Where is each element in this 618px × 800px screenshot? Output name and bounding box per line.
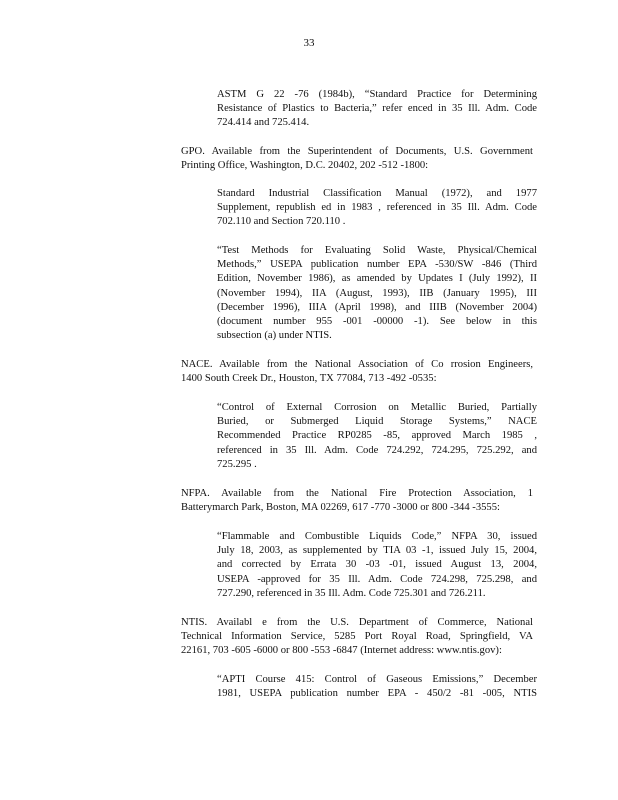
text-line: Printing Office, Washington, D.C. 20402, 202 -512 -1800:	[181, 160, 429, 172]
page-number: 33	[303, 37, 315, 49]
source-nfpa	[181, 487, 533, 515]
text-line: subsection (a) under NTIS.	[217, 330, 332, 342]
text-line: Supplement, republish ed in 1983 , referenced in 35 Ill. Adm. Code	[217, 202, 537, 214]
text-line: ASTM G 22 -76 (1984b), “Standard Practice for Determining	[217, 89, 537, 100]
text-line: 725.295 .	[217, 458, 257, 470]
text-line: (document number 955 -001 -00000 -1). See below in this	[217, 315, 537, 327]
reference-apti-415	[217, 673, 537, 701]
text-line: Methods,” USEPA publication number EPA -530/SW -846 (Third	[217, 259, 537, 271]
text-line: USEPA -approved for 35 Ill. Adm. Code 724.298, 725.298, and	[217, 573, 537, 585]
text-line: “Flammable and Combustible Liquids Code,” NFPA 30, issued	[217, 531, 537, 542]
text-line: Standard Industrial Classification Manual (1972), and 1977	[217, 188, 537, 199]
text-line: (November 1994), IIA (August, 1993), IIB (January 1995), III	[217, 287, 537, 299]
text-line: Recommended Practice RP0285 -85, approved March 1985 ,	[217, 430, 537, 442]
text-line: NACE. Available from the National Association of Co rrosion Engineers,	[181, 359, 533, 370]
text-line: 702.110 and Section 720.110 .	[217, 216, 346, 228]
source-ntis	[181, 616, 533, 659]
text-line: 727.290, referenced in 35 Ill. Adm. Code 725.301 and 726.211.	[217, 587, 486, 599]
text-line: 724.414 and 725.414.	[217, 117, 310, 129]
text-line: “APTI Course 415: Control of Gaseous Emissions,” December	[217, 674, 537, 685]
text-line: Buried, or Submerged Liquid Storage Systems,” NACE	[217, 416, 537, 428]
reference-nfpa-30	[217, 530, 537, 601]
text-line: Resistance of Plastics to Bacteria,” refer enced in 35 Ill. Adm. Code	[217, 103, 537, 115]
text-line: Batterymarch Park, Boston, MA 02269, 617 -770 -3000 or 800 -344 -3555:	[181, 502, 500, 514]
text-line: 1400 South Creek Dr., Houston, TX 77084, 713 -492 -0535:	[181, 373, 437, 385]
reference-sw-846	[217, 244, 537, 343]
source-gpo	[181, 145, 533, 173]
text-line: referenced in 35 Ill. Adm. Code 724.292, 724.295, 725.292, and	[217, 444, 537, 456]
text-line: and corrected by Errata 30 -03 -01, issued August 13, 2004,	[217, 559, 537, 571]
text-line: 1981, USEPA publication number EPA - 450/2 -81 -005, NTIS	[217, 688, 537, 700]
text-line: Edition, November 1986), as amended by Updates I (July 1992), II	[217, 273, 537, 285]
text-line: GPO. Available from the Superintendent of Documents, U.S. Government	[181, 146, 533, 157]
reference-nace-rp0285	[217, 401, 537, 472]
reference-sic-manual	[217, 187, 537, 230]
text-line: 22161, 703 -605 -6000 or 800 -553 -6847 (Internet address: www.ntis.gov):	[181, 645, 502, 657]
text-line: July 18, 2003, as supplemented by TIA 03 -1, issued July 15, 2004,	[217, 545, 537, 557]
text-line: (December 1996), IIIA (April 1998), and IIIB (November 2004)	[217, 301, 537, 313]
reference-astm-g22	[217, 88, 537, 131]
text-line: NFPA. Available from the National Fire Protection Association, 1	[181, 488, 533, 499]
source-nace	[181, 358, 533, 386]
text-line: NTIS. Availabl e from the U.S. Department of Commerce, National	[181, 617, 533, 628]
text-line: Technical Information Service, 5285 Port Royal Road, Springfield, VA	[181, 631, 533, 643]
text-line: “Control of External Corrosion on Metallic Buried, Partially	[217, 402, 537, 413]
text-line: “Test Methods for Evaluating Solid Waste, Physical/Chemical	[217, 245, 537, 256]
